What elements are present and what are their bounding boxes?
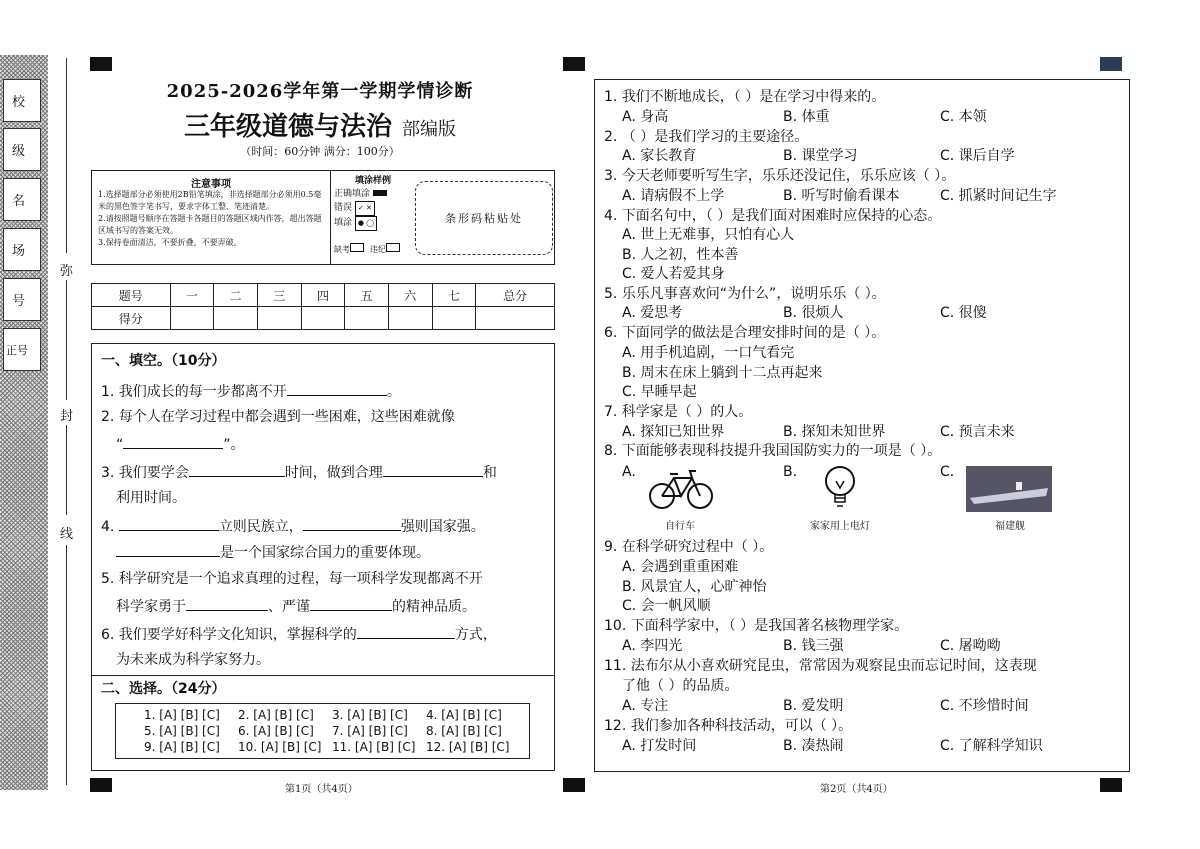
- mc-question-11: 11. 法布尔从小喜欢研究昆虫，常常因为观察昆虫而忘记时间，这表现: [604, 658, 1037, 674]
- seal-char: 弥: [60, 264, 74, 279]
- corner-marker: [563, 778, 585, 792]
- score-row-label: 得分: [92, 307, 171, 330]
- mc-question-3: 3. 今天老师要听写生字，乐乐还没记住，乐乐应该（ ）。: [604, 168, 956, 184]
- score-header-cell: 六: [388, 284, 432, 307]
- seal-char: 封: [60, 409, 74, 424]
- page-number-right: 第2页（共4页）: [820, 784, 893, 795]
- side-field-label: 级: [12, 144, 26, 159]
- score-header-cell: 二: [214, 284, 258, 307]
- score-cell[interactable]: [214, 307, 258, 330]
- notice-title: 注意事项: [191, 179, 231, 190]
- seal-line: [66, 280, 67, 400]
- mc-option[interactable]: A.: [622, 464, 636, 480]
- mc-option[interactable]: A. 会遇到重重困难: [622, 559, 739, 575]
- answer-blank[interactable]: [116, 542, 220, 557]
- question-text: 6. 我们要学好科学文化知识，掌握科学的: [101, 627, 357, 643]
- seal-line: [66, 58, 67, 253]
- section-divider: [91, 675, 555, 676]
- question-text: 2. 每个人在学习过程中都会遇到一些困难，这些困难就像: [101, 409, 455, 425]
- fill-wrong-label: 错误: [334, 203, 353, 213]
- mc-option[interactable]: C. 抓紧时间记生字: [940, 188, 1057, 204]
- fill-question-6: [101, 624, 497, 644]
- answer-choice[interactable]: 2. [A] [B] [C]: [238, 708, 314, 722]
- light-bulb-icon: [822, 464, 858, 512]
- fill-question-5: 5. 科学研究是一个追求真理的过程，每一项科学发现都离不开: [101, 571, 483, 587]
- absent-label: 缺考: [334, 245, 350, 254]
- wrong-mark-icon: ● ◯: [355, 216, 377, 231]
- side-field: [3, 79, 41, 122]
- mc-question-5: 5. 乐乐凡事喜欢问“为什么”，说明乐乐（ ）。: [604, 286, 886, 302]
- question-text: 方式，: [454, 627, 497, 643]
- aircraft-carrier-icon: [966, 466, 1052, 512]
- fill-correct-label: 正确填涂: [334, 189, 371, 199]
- score-cell[interactable]: [345, 307, 389, 330]
- mc-option[interactable]: A. 专注: [622, 698, 669, 714]
- score-cell[interactable]: [301, 307, 345, 330]
- answer-blank[interactable]: [303, 516, 401, 531]
- mc-option[interactable]: A. 李四光: [622, 638, 683, 654]
- question-text: 是一个国家综合国力的重要体现。: [220, 545, 430, 561]
- side-field: [3, 128, 41, 171]
- answer-choice[interactable]: 7. [A] [B] [C]: [332, 724, 408, 738]
- section2-title: 二、选择。（24分）: [101, 681, 226, 697]
- answer-choice[interactable]: 4. [A] [B] [C]: [426, 708, 502, 722]
- mc-option[interactable]: B. 人之初，性本善: [622, 247, 739, 263]
- mc-option[interactable]: C. 了解科学知识: [940, 738, 1043, 754]
- question-text: 强则国家强。: [400, 519, 485, 535]
- score-header-cell: 七: [432, 284, 476, 307]
- side-field: [3, 228, 41, 271]
- fill-question-1: 1. 我们成长的每一步都离不开 。: [101, 381, 401, 401]
- score-header-cell: 一: [170, 284, 214, 307]
- answer-choice[interactable]: 3. [A] [B] [C]: [332, 708, 408, 722]
- exam-title: 2025-2026学年第一学期学情诊断: [166, 81, 474, 102]
- mc-question-10: 10. 下面科学家中，（ ）是我国著名核物理学家。: [604, 618, 909, 634]
- mc-option[interactable]: B.: [783, 464, 798, 480]
- answer-blank[interactable]: [119, 516, 219, 531]
- answer-choice[interactable]: 9. [A] [B] [C]: [144, 740, 220, 754]
- notice-box: [91, 170, 555, 265]
- question-text: 科学家勇于: [116, 599, 186, 615]
- answer-choice[interactable]: 8. [A] [B] [C]: [426, 724, 502, 738]
- question-text: 立则民族立，: [218, 519, 303, 535]
- mc-option[interactable]: C. 很傻: [940, 305, 987, 321]
- question-text: 的精神品质。: [392, 599, 476, 615]
- notice-item: 2.请按照题号顺序在答题卡各题目的答题区域内作答，超出答题区域书写的答案无效。: [98, 214, 322, 235]
- option-caption: 家家用上电灯: [810, 521, 870, 532]
- seal-line: [66, 425, 67, 515]
- answer-choice[interactable]: 11. [A] [B] [C]: [332, 740, 416, 754]
- side-field-label: 正号: [6, 343, 28, 357]
- mc-option[interactable]: B. 凑热闹: [783, 738, 844, 754]
- fill-wrong2: [334, 216, 412, 231]
- corner-marker: [90, 778, 112, 792]
- side-field-label: 名: [12, 194, 26, 209]
- score-cell[interactable]: [257, 307, 301, 330]
- answer-grid-row: [144, 724, 520, 738]
- mc-question-9: 9. 在科学研究过程中（ ）。: [604, 539, 774, 555]
- answer-choice[interactable]: 1. [A] [B] [C]: [144, 708, 220, 722]
- score-cell[interactable]: [432, 307, 476, 330]
- mc-option[interactable]: B. 风景宜人，心旷神怡: [622, 579, 767, 595]
- mc-question-8: 8. 下面能够表现科技提升我国国防实力的一项是（ ）。: [604, 443, 942, 459]
- mc-option[interactable]: C.: [940, 464, 955, 480]
- mc-option[interactable]: C. 预言未来: [940, 424, 1015, 440]
- notice-item: 3.保持卷面清洁，不要折叠，不要弄破。: [98, 238, 242, 247]
- side-field-label: 校: [12, 95, 26, 110]
- filled-box-icon: [373, 190, 387, 196]
- answer-grid-row: [144, 708, 520, 722]
- side-field: [3, 178, 41, 221]
- score-header-cell: 五: [345, 284, 389, 307]
- checkbox-icon: [350, 243, 364, 252]
- fill-question-6-line2: 为未来成为科学家努力。: [116, 652, 270, 668]
- score-table: [91, 283, 555, 330]
- score-row: [92, 307, 555, 330]
- answer-grid: [115, 703, 530, 759]
- violation-label: 违纪: [370, 245, 386, 254]
- score-cell[interactable]: [388, 307, 432, 330]
- answer-blank[interactable]: [357, 624, 455, 639]
- side-field-label: 号: [12, 294, 26, 309]
- mc-question-12: 12. 我们参加各种科技活动，可以（ ）。: [604, 718, 853, 734]
- mc-option[interactable]: B. 课堂学习: [783, 148, 858, 164]
- mc-question-1: 1. 我们不断地成长，（ ）是在学习中得来的。: [604, 89, 886, 105]
- score-header-cell: 四: [301, 284, 345, 307]
- fill-question-2-line2: “ ”。: [116, 434, 245, 454]
- fill-question-4: 4. 立则民族立， 强则国家强。: [101, 516, 485, 536]
- time-score: （时间：60分钟 满分：100分）: [240, 145, 400, 158]
- corner-marker: [1100, 778, 1122, 792]
- fill-example: [334, 175, 412, 256]
- side-field: [3, 278, 41, 321]
- mc-option[interactable]: B. 探知未知世界: [783, 424, 886, 440]
- mc-question-4: 4. 下面名句中，（ ）是我们面对困难时应保持的心态。: [604, 208, 942, 224]
- page-number-left: 第1页（共4页）: [285, 784, 358, 795]
- wrong-mark-icon: ✓ ✕: [355, 201, 375, 216]
- mc-question-6: 6. 下面同学的做法是合理安排时间的是（ ）。: [604, 325, 886, 341]
- mc-option[interactable]: A. 用手机追剧，一口气看完: [622, 345, 795, 361]
- mc-option[interactable]: A. 打发时间: [622, 738, 697, 754]
- mc-option[interactable]: B. 爱发明: [783, 698, 844, 714]
- score-header-cell: 题号: [92, 284, 171, 307]
- score-header-cell: 三: [257, 284, 301, 307]
- question-text: 时间，做到合理: [284, 465, 383, 481]
- answer-blank[interactable]: [186, 596, 268, 611]
- subject-name: 三年级道德与法治: [183, 112, 392, 142]
- mc-option[interactable]: C. 早睡早起: [622, 384, 697, 400]
- answer-blank[interactable]: [287, 381, 387, 396]
- answer-choice[interactable]: 10. [A] [B] [C]: [238, 740, 322, 754]
- mc-option[interactable]: C. 屠呦呦: [940, 638, 1001, 654]
- answer-blank[interactable]: [383, 462, 483, 477]
- checkbox-icon: [386, 243, 400, 252]
- fill-wrong2-label: 填涂: [334, 218, 353, 228]
- score-cell[interactable]: [170, 307, 214, 330]
- fill-wrong: [334, 201, 412, 216]
- mc-option[interactable]: A. 请病假不上学: [622, 188, 725, 204]
- question-text: 3. 我们要学会: [101, 465, 189, 481]
- fill-question-3-line2: 利用时间。: [116, 490, 186, 506]
- mc-option[interactable]: A. 爱思考: [622, 305, 683, 321]
- fill-correct: [334, 188, 412, 201]
- score-header-row: [92, 284, 555, 307]
- mc-option[interactable]: B. 体重: [783, 109, 830, 125]
- mc-option[interactable]: A. 世上无难事，只怕有心人: [622, 227, 795, 243]
- notice-item: 1.选择题部分必须使用2B铅笔填涂，非选择题部分必须用0.5毫米的黑色签字笔书写，要求字体工整、笔迹清楚。: [98, 190, 322, 211]
- answer-blank[interactable]: [123, 434, 223, 449]
- answer-blank[interactable]: [310, 596, 392, 611]
- question-text: 和: [482, 465, 497, 481]
- mc-option[interactable]: B. 周末在床上躺到十二点再起来: [622, 365, 823, 381]
- corner-marker: [90, 57, 112, 71]
- option-caption: 福建舰: [995, 521, 1025, 532]
- mc-option[interactable]: C. 不珍惜时间: [940, 698, 1029, 714]
- bicycle-icon: [648, 466, 714, 512]
- side-field: [3, 328, 41, 371]
- mc-question-2: 2. （ ）是我们学习的主要途径。: [604, 129, 809, 145]
- answer-blank[interactable]: [189, 462, 285, 477]
- fill-absent: [334, 243, 412, 256]
- mc-option[interactable]: C. 会一帆风顺: [622, 598, 711, 614]
- edition-label: 部编版: [402, 119, 456, 140]
- mc-option[interactable]: A. 探知已知世界: [622, 424, 725, 440]
- seal-line: [66, 545, 67, 785]
- fill-question-2: [101, 408, 455, 426]
- mc-question-7: 7. 科学家是（ ）的人。: [604, 404, 753, 420]
- answer-choice[interactable]: 5. [A] [B] [C]: [144, 724, 220, 738]
- barcode-area: 条形码粘贴处: [415, 181, 553, 255]
- question-text: 、严谨: [268, 599, 310, 615]
- section1-title: 一、填空。（10分）: [101, 353, 226, 369]
- answer-grid-row: [144, 740, 520, 754]
- notice-divider: [330, 170, 331, 265]
- mc-option[interactable]: B. 钱三强: [783, 638, 844, 654]
- seal-char: 线: [60, 527, 74, 542]
- score-cell[interactable]: [476, 307, 555, 330]
- notice-items: [98, 189, 326, 249]
- score-header-cell: 总分: [476, 284, 555, 307]
- side-field-label: 场: [12, 244, 26, 259]
- corner-marker: [563, 57, 585, 71]
- subject-title: [150, 106, 490, 143]
- mc-option[interactable]: C. 本领: [940, 109, 987, 125]
- mc-option[interactable]: B. 听写时偷看课本: [783, 188, 900, 204]
- mc-question-11-line2: 了他（ ）的品质。: [622, 678, 739, 694]
- mc-option[interactable]: C. 课后自学: [940, 148, 1015, 164]
- fill-question-3: [101, 462, 497, 482]
- mc-option[interactable]: C. 爱人若爱其身: [622, 266, 725, 282]
- answer-choice[interactable]: 12. [A] [B] [C]: [426, 740, 510, 754]
- mc-option[interactable]: A. 家长教育: [622, 148, 697, 164]
- answer-choice[interactable]: 6. [A] [B] [C]: [238, 724, 314, 738]
- question-text: 1. 我们成长的每一步都离不开: [101, 384, 287, 400]
- mc-option[interactable]: A. 身高: [622, 109, 669, 125]
- option-caption: 自行车: [665, 521, 695, 532]
- corner-marker: [1100, 57, 1122, 71]
- fill-question-5-line2: [116, 596, 476, 616]
- fill-example-title: 填涂样例: [354, 176, 391, 186]
- fill-question-4-line2: [116, 542, 430, 562]
- mc-option[interactable]: B. 很烦人: [783, 305, 844, 321]
